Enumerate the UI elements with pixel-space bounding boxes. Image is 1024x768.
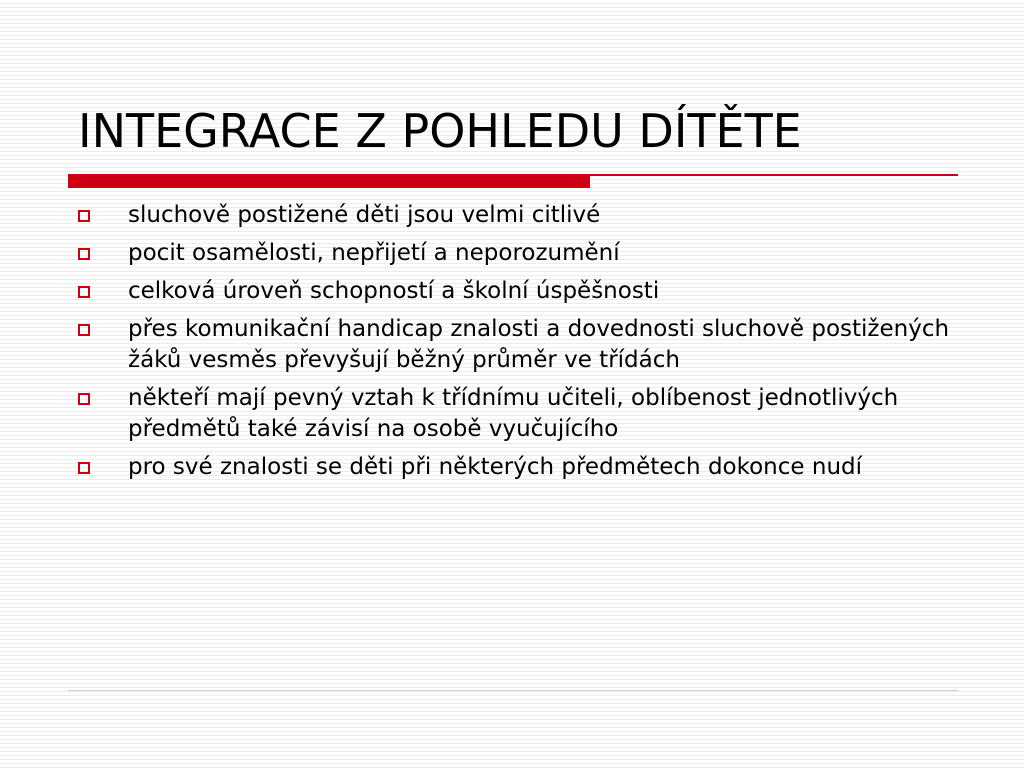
hollow-square-bullet-icon	[78, 210, 90, 222]
bullet-text: někteří mají pevný vztah k třídnímu učiteli, oblíbenost jednotlivých předmětů také závisí na osobě vyučujícího	[128, 385, 899, 442]
list-item	[78, 276, 958, 307]
hollow-square-bullet-icon	[78, 393, 90, 405]
slide-title: INTEGRACE Z POHLEDU DÍTĚTE	[78, 104, 802, 158]
bullet-text: celková úroveň schopností a školní úspěšnosti	[128, 278, 660, 304]
bullet-text: sluchově postižené děti jsou velmi citlivé	[128, 202, 601, 228]
title-underline-thick	[68, 174, 590, 188]
hollow-square-bullet-icon	[78, 462, 90, 474]
bullet-text: přes komunikační handicap znalosti a dovednosti sluchově postižených žáků vesměs převyšují běžný průměr ve třídách	[128, 316, 950, 373]
list-item	[78, 238, 958, 269]
list-item	[78, 452, 958, 483]
hollow-square-bullet-icon	[78, 324, 90, 336]
bullet-text: pro své znalosti se děti při některých předmětech dokonce nudí	[128, 454, 863, 480]
list-item	[78, 314, 958, 376]
list-item	[78, 383, 958, 445]
list-item	[78, 200, 958, 231]
hollow-square-bullet-icon	[78, 248, 90, 260]
bullet-text: pocit osamělosti, nepřijetí a neporozumění	[128, 240, 620, 266]
title-underline-thin	[590, 174, 958, 176]
title-underline	[68, 174, 958, 188]
bullet-list	[78, 200, 958, 490]
footer-divider	[68, 690, 958, 691]
hollow-square-bullet-icon	[78, 286, 90, 298]
